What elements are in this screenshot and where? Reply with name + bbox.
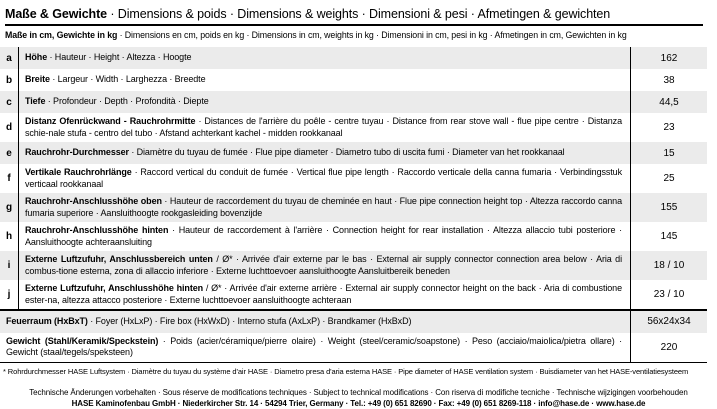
row-label: [19, 251, 630, 280]
row-label-bold: Feuerraum (HxBxT): [6, 315, 88, 326]
row-label-bold: Breite: [25, 74, 50, 85]
row-letter: e: [0, 142, 19, 164]
row-value: 155: [630, 193, 707, 222]
footnote: * Rohrdurchmesser HASE Luftsystem · Diamètre du tuyau du système d'air HASE · Diametro presa d'aria esterna HASE · Pipe diameter of HASE ventilation system · Buisdiameter van het HASE-ventilatiesysteem: [3, 367, 689, 376]
row-label-bold: Höhe: [25, 52, 48, 63]
page-subtitle-bold: Maße in cm, Gewichte in kg: [5, 30, 118, 40]
row-value: 56x24x34: [630, 311, 707, 333]
row-letter: b: [0, 69, 19, 91]
row-letter: h: [0, 222, 19, 251]
page-title: [0, 0, 717, 24]
row-label: [19, 113, 630, 142]
table-row: [0, 222, 707, 251]
row-letter: j: [0, 280, 19, 309]
row-value: 38: [630, 69, 707, 91]
page-subtitle: [0, 26, 717, 47]
row-label-bold: Externe Luftzufuhr, Anschlusshöhe hinten: [25, 283, 204, 293]
row-label-bold: Rauchrohr-Anschlusshöhe hinten: [25, 225, 169, 235]
row-label-rest: / Ø* · Arrivée d'air externe arrière · External air supply connector height on the back · Aria di combustione ester-na, altezza attacco posteriore · Externe luchttoevoer aansluithoogte achteraan: [25, 283, 622, 305]
footer-contact: HASE Kaminofenbau GmbH · Niederkircher Str. 14 · 54294 Trier, Germany · Tel.: +49 (0) 651 82690 · Fax: +49 (0) 651 8269-118 · info@hase.de · www.hase.de: [71, 399, 646, 408]
dimensions-table: [0, 47, 707, 363]
row-letter: c: [0, 91, 19, 113]
row-value: 23 / 10: [630, 280, 707, 309]
row-value: 220: [630, 333, 707, 362]
footer: [0, 387, 717, 409]
row-label: [19, 193, 630, 222]
page-title-rest: · Dimensions & poids · Dimensions & weights · Dimensioni & pesi · Afmetingen & gewichten: [107, 7, 611, 21]
row-label: [19, 49, 630, 67]
row-letter: i: [0, 251, 19, 280]
row-label-rest: · Foyer (HxLxP) · Fire box (HxWxD) · Interno stufa (AxLxP) · Brandkamer (HxBxD): [87, 315, 412, 326]
table-row: [0, 113, 707, 142]
row-label-rest: · Hauteur · Height · Altezza · Hoogte: [47, 52, 192, 63]
row-label: [19, 93, 630, 111]
row-label: [19, 222, 630, 251]
summary-rows: [0, 311, 707, 362]
row-value: 44,5: [630, 91, 707, 113]
row-letter: d: [0, 113, 19, 142]
row-label-rest: · Distances de l'arrière du poêle - centre tuyau · Distance from rear stove wall - flue pipe centre · Distanza schie-nale stufa - centro del tubo · Afstand achterkant kachel - midden rookkanaal: [25, 116, 622, 138]
table-row: [0, 47, 707, 69]
row-label-rest: · Profondeur · Depth · Profondità · Diepte: [45, 96, 209, 107]
table-row: [0, 251, 707, 280]
row-label-bold: Distanz Ofenrückwand - Rauchrohrmitte: [25, 116, 196, 126]
dimension-rows: [0, 47, 707, 309]
row-value: 23: [630, 113, 707, 142]
row-label-bold: Tiefe: [25, 96, 46, 107]
row-value: 145: [630, 222, 707, 251]
page-title-bold: Maße & Gewichte: [5, 7, 107, 21]
row-letter: g: [0, 193, 19, 222]
row-label: [19, 164, 630, 193]
table-row: [0, 193, 707, 222]
row-label-rest: · Hauteur de raccordement à l'arrière · Connection height for rear installation · Altezza allaccio tubi posteriore · Aansluithoogte achteraansluiting: [25, 225, 622, 247]
table-row: [0, 311, 707, 333]
row-label-rest: / Ø* · Arrivée d'air externe par le bas · External air supply connector connection area below · Aria di combus-tione esterna, zona di allaccio inferiore · Externe luchttoevoer aansluithoogte Aansluitbereik beneden: [25, 254, 622, 276]
row-label-rest: · Poids (acier/céramique/pierre olaire) · Weight (steel/ceramic/soapstone) · Peso (acciaio/maiolica/pietra ollare) · Gewicht (staal/tegels/speksteen): [6, 335, 623, 357]
row-label-bold: Vertikale Rauchrohrlänge: [25, 167, 132, 177]
row-label-rest: · Largeur · Width · Larghezza · Breedte: [49, 74, 206, 85]
row-label-bold: Rauchrohr-Durchmesser: [25, 147, 129, 158]
row-value: 15: [630, 142, 707, 164]
table-row: [0, 280, 707, 309]
row-label-rest: · Raccord vertical du conduit de fumée · Vertical flue pipe length · Raccordo verticale della canna fumaria · Verbindingsstuk verticaal rookkanaal: [25, 167, 622, 189]
row-label: [19, 280, 630, 309]
footer-disclaimer: Technische Änderungen vorbehalten · Sous réserve de modifications techniques · Subject to technical modifications · Con riserva di modifiche tecniche · Technische wijzigingen voorbehouden: [29, 388, 688, 397]
page-subtitle-rest: · Dimensions en cm, poids en kg · Dimensions in cm, weights in kg · Dimensioni in cm, pesi in kg · Afmetingen in cm, Gewichten in kg: [117, 30, 627, 40]
table-row: [0, 142, 707, 164]
row-value: 162: [630, 47, 707, 69]
table-row: [0, 69, 707, 91]
row-label: [0, 313, 630, 331]
table-row: [0, 164, 707, 193]
row-letter: a: [0, 47, 19, 69]
row-label-rest: · Diamètre du tuyau de fumée · Flue pipe diameter · Diametro tubo di uscita fumi · Diameter van het rookkanaal: [128, 147, 565, 158]
row-label-bold: Gewicht (Stahl/Keramik/Speckstein): [6, 335, 159, 346]
row-value: 25: [630, 164, 707, 193]
row-label: [0, 333, 630, 362]
row-label-rest: · Hauteur de raccordement du tuyau de cheminée en haut · Flue pipe connection height top · Altezza raccordo canna fumaria superiore · Aansluithoogte rookgasleiding bovenzijde: [25, 196, 622, 218]
row-letter: f: [0, 164, 19, 193]
row-value: 18 / 10: [630, 251, 707, 280]
row-label-bold: Rauchrohr-Anschlusshöhe oben: [25, 196, 162, 206]
row-label: [19, 144, 630, 162]
row-label: [19, 71, 630, 89]
row-label-bold: Externe Luftzufuhr, Anschlussbereich unten: [25, 254, 213, 264]
table-row: [0, 333, 707, 362]
table-row: [0, 91, 707, 113]
